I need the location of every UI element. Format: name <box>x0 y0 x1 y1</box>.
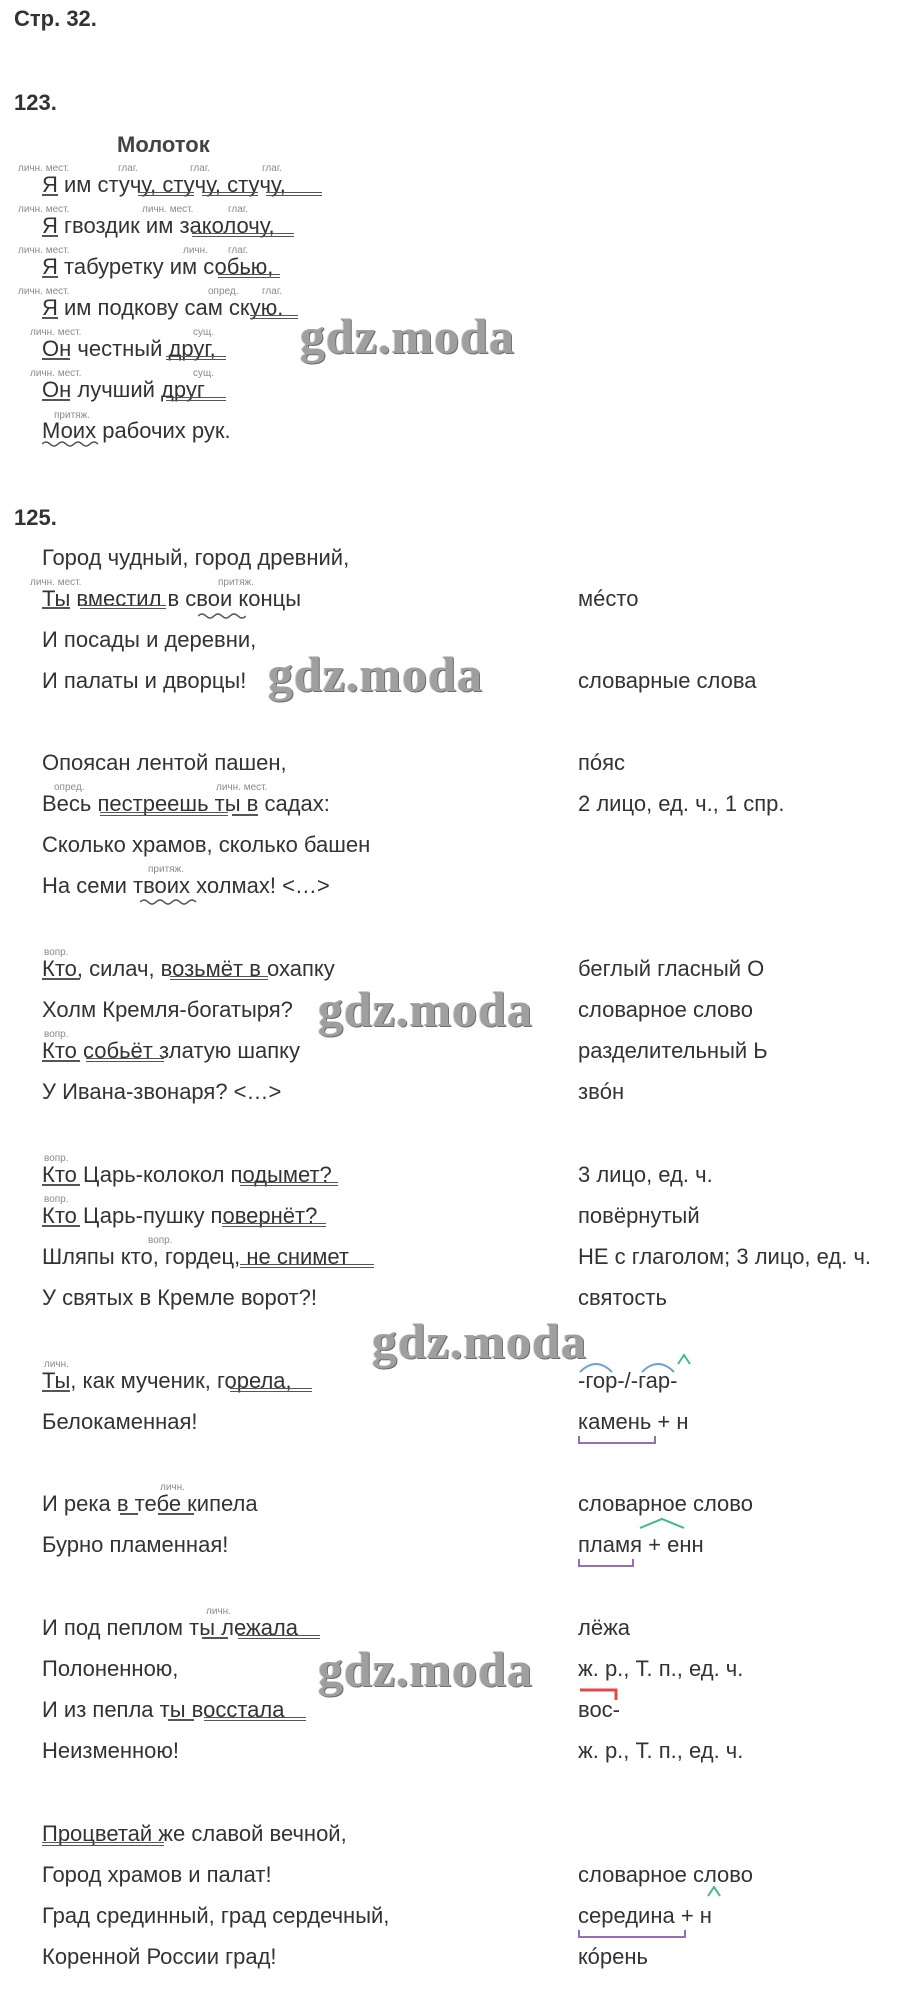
grammar-label: личн. мест. <box>30 577 82 588</box>
note: повёрнутый <box>578 1203 700 1228</box>
note: камень + н <box>578 1409 689 1434</box>
subject-underline <box>42 276 58 278</box>
grammar-label: притяж. <box>148 864 185 875</box>
grammar-label: личн. мест. <box>30 368 82 379</box>
predicate-underline <box>250 315 298 319</box>
poem-line: Неизменною! <box>42 1738 180 1763</box>
predicate-underline <box>202 192 258 196</box>
grammar-label: вопр. <box>44 1194 69 1205</box>
poem-line: Город храмов и палат! <box>42 1862 272 1887</box>
poem-line: Опоясан лентой пашен, <box>42 750 287 775</box>
poem-line: Град срединный, град сердечный, <box>42 1903 390 1928</box>
subject-underline <box>42 358 70 360</box>
poem-line: И под пеплом ты лежала <box>42 1615 299 1640</box>
watermark: gdz.moda <box>268 646 483 702</box>
poem-line: На семи твоих холмах! <…> <box>42 873 330 898</box>
poem-line: Шляпы кто, гордец, не снимет <box>42 1244 349 1269</box>
note: ж. р., Т. п., ед. ч. <box>578 1656 744 1681</box>
grammar-label: личн. <box>206 1606 231 1617</box>
grammar-label: сущ. <box>193 368 215 379</box>
base-mark <box>578 1559 634 1567</box>
note: 3 лицо, ед. ч. <box>578 1162 713 1187</box>
prefix-mark <box>580 1688 624 1702</box>
object-underline <box>120 1513 138 1515</box>
watermark: gdz.moda <box>318 1641 533 1697</box>
grammar-label: глаг. <box>190 163 211 174</box>
subject-underline <box>42 1060 80 1062</box>
grammar-label: сущ. <box>193 327 215 338</box>
predicate-underline <box>42 1842 164 1846</box>
subject-underline <box>42 978 80 980</box>
subject-underline <box>42 1184 80 1186</box>
predicate-underline <box>192 233 294 237</box>
poem-line: Я им подкову сам скую. <box>42 295 284 320</box>
predicate-underline <box>100 812 228 816</box>
note: лёжа <box>578 1615 631 1640</box>
grammar-label: притяж. <box>218 577 255 588</box>
grammar-label: личн. мест. <box>30 327 82 338</box>
base-mark <box>578 1436 656 1444</box>
grammar-label: вопр. <box>44 947 69 958</box>
note: ж. р., Т. п., ед. ч. <box>578 1738 744 1763</box>
poem-line: И из пепла ты восстала <box>42 1697 285 1722</box>
subject-underline <box>42 607 70 609</box>
note: НЕ с глаголом; 3 лицо, ед. ч. <box>578 1244 872 1269</box>
grammar-label: личн. <box>183 245 208 256</box>
watermark: gdz.moda <box>372 1313 587 1369</box>
predicate-underline <box>170 976 268 980</box>
note: -гор-/-гар- <box>578 1368 678 1393</box>
poem-line: Моих рабочих рук. <box>42 418 231 443</box>
poem-line: Коренной России град! <box>42 1944 277 1969</box>
predicate-underline <box>240 1182 338 1186</box>
poem-line: Кто Царь-колокол подымет? <box>42 1162 332 1187</box>
suffix-arc <box>638 1516 686 1530</box>
note: разделительный Ь <box>578 1038 768 1063</box>
grammar-label: вопр. <box>44 1029 69 1040</box>
note: беглый гласный О <box>578 956 765 981</box>
poem-line: Весь пестреешь ты в садах: <box>42 791 330 816</box>
root-arcs <box>578 1354 678 1376</box>
poem-line: Белокаменная! <box>42 1409 198 1434</box>
grammar-label: глаг. <box>262 286 283 297</box>
poem-line: У Ивана-звонаря? <…> <box>42 1079 282 1104</box>
grammar-label: опред. <box>54 782 85 793</box>
poem-line: Ты вместил в свои концы <box>42 586 302 611</box>
grammar-label: опред. <box>208 286 239 297</box>
note: святость <box>578 1285 667 1310</box>
note: вос- <box>578 1697 621 1722</box>
grammar-label: глаг. <box>228 204 249 215</box>
suffix-caret <box>676 1352 692 1368</box>
note: словарное слово <box>578 997 753 1022</box>
exercise-123-number: 123. <box>14 90 57 115</box>
page-number: Стр. 32. <box>14 6 97 31</box>
poem-line: Бурно пламенная! <box>42 1532 229 1557</box>
grammar-label: личн. мест. <box>18 286 70 297</box>
poem-line: Сколько храмов, сколько башен <box>42 832 371 857</box>
poem-line: Он лучший друг <box>42 377 205 402</box>
poem-line: Кто собьёт златую шапку <box>42 1038 300 1063</box>
poem-line: И река в тебе кипела <box>42 1491 258 1516</box>
poem-line: Процветай же славой вечной, <box>42 1821 347 1846</box>
poem-line: Полоненною, <box>42 1656 179 1681</box>
predicate-underline <box>218 274 280 278</box>
subject-underline <box>42 1390 70 1392</box>
predicate-underline <box>266 192 322 196</box>
predicate-underline <box>166 356 226 360</box>
definition-wavy-underline <box>140 898 200 906</box>
poem-line: Я табуретку им собью, <box>42 254 274 279</box>
grammar-label: вопр. <box>44 1153 69 1164</box>
note: пламя + енн <box>578 1532 704 1557</box>
note: середина + н <box>578 1903 712 1928</box>
subject-underline <box>42 194 58 196</box>
subject-underline <box>42 399 70 401</box>
poem-title: Молоток <box>117 132 210 157</box>
note: словарное слово <box>578 1862 753 1887</box>
poem-line: У святых в Кремле ворот?! <box>42 1285 317 1310</box>
grammar-label: личн. мест. <box>142 204 194 215</box>
predicate-underline <box>204 1717 306 1721</box>
note: словарные слова <box>578 668 757 693</box>
grammar-label: личн. мест. <box>18 204 70 215</box>
base-mark <box>578 1930 686 1938</box>
definition-wavy-underline <box>198 612 246 620</box>
grammar-label: личн. <box>160 1482 185 1493</box>
subject-underline <box>168 1719 194 1721</box>
exercise-125-number: 125. <box>14 505 57 530</box>
grammar-label: вопр. <box>148 1235 173 1246</box>
suffix-caret <box>706 1884 722 1900</box>
grammar-label: глаг. <box>228 245 249 256</box>
note: пóяс <box>578 750 626 775</box>
grammar-label: притяж. <box>54 410 91 421</box>
predicate-underline <box>222 1223 326 1227</box>
predicate-underline <box>238 1635 320 1639</box>
grammar-label: личн. мест. <box>18 245 70 256</box>
poem-line: И посады и деревни, <box>42 627 257 652</box>
note: мéсто <box>578 586 639 611</box>
note: кóрень <box>578 1944 648 1969</box>
poem-line: Кто Царь-пушку повернёт? <box>42 1203 318 1228</box>
note: 2 лицо, ед. ч., 1 спр. <box>578 791 785 816</box>
poem-line: Город чудный, город древний, <box>42 545 350 570</box>
poem-line: Ты, как мученик, горела, <box>42 1368 292 1393</box>
poem-line: Я гвоздик им заколочу, <box>42 213 275 238</box>
subject-underline <box>42 1225 80 1227</box>
note: словарное слово <box>578 1491 753 1516</box>
watermark: gdz.moda <box>300 308 515 364</box>
grammar-label: глаг. <box>118 163 139 174</box>
subject-underline <box>42 317 58 319</box>
definition-wavy-underline <box>42 440 100 448</box>
poem-line: Кто, силач, возьмёт в охапку <box>42 956 335 981</box>
grammar-label: личн. мест. <box>216 782 268 793</box>
poem-line: Холм Кремля-богатыря? <box>42 997 293 1022</box>
poem-line: И палаты и дворцы! <box>42 668 247 693</box>
subject-underline <box>42 235 58 237</box>
predicate-underline <box>166 397 226 401</box>
poem-line: Я им стучу, стучу, стучу, <box>42 172 286 197</box>
grammar-label: личн. <box>44 1359 69 1370</box>
grammar-label: личн. мест. <box>18 163 70 174</box>
note: звóн <box>578 1079 625 1104</box>
grammar-label: глаг. <box>262 163 283 174</box>
subject-underline <box>232 814 258 816</box>
poem-line: Он честный друг, <box>42 336 216 361</box>
predicate-underline <box>80 605 166 609</box>
predicate-underline <box>240 1264 374 1268</box>
predicate-underline <box>86 1058 164 1062</box>
watermark: gdz.moda <box>318 981 533 1037</box>
subject-underline <box>202 1637 228 1639</box>
subject-underline <box>158 1513 194 1515</box>
predicate-underline <box>230 1388 312 1392</box>
predicate-underline <box>138 192 194 196</box>
